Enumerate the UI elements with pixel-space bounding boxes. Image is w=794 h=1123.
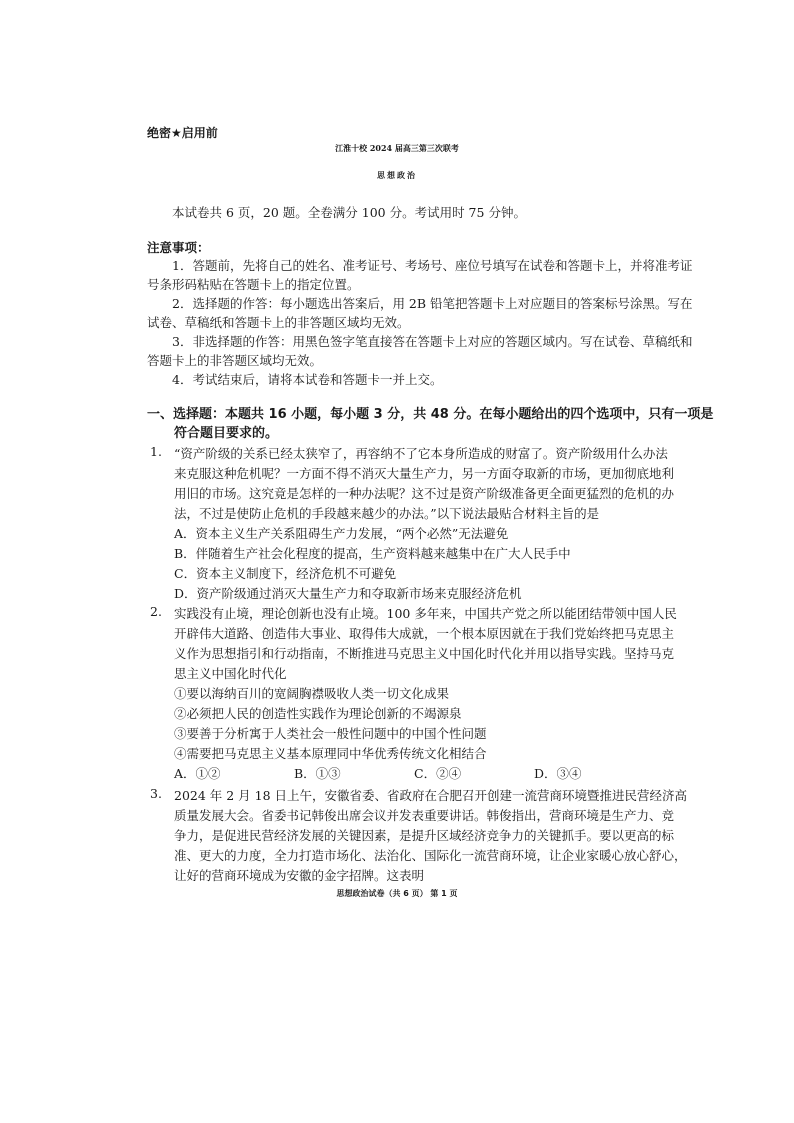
statement-item: ④需要把马克思主义基本原理同中华优秀传统文化相结合 (174, 746, 487, 761)
question-stem-line: 争力，是促进民营经济发展的关键因素，是提升区域经济竞争力的关键抓手。要以更高的标 (174, 828, 675, 843)
question-stem-line: 用旧的市场。这究竟是怎样的一种办法呢？这不过是资产阶级准备更全面更猛烈的危机的办 (174, 486, 675, 501)
statement-item: ③要善于分析寓于人类社会一般性问题中的中国个性问题 (174, 726, 487, 741)
choice-d: D．③④ (534, 766, 582, 781)
question-number: 2. (150, 604, 162, 619)
exam-info: 本试卷共 6 页，20 题。全卷满分 100 分。考试用时 75 分钟。 (172, 205, 526, 220)
note-line: 号条形码粘贴在答题卡上的指定位置。 (147, 277, 360, 292)
section-heading: 一、选择题：本题共 16 小题，每小题 3 分，共 48 分。在每小题给出的四个选项中，只有一项是 (147, 407, 714, 422)
notes-heading: 注意事项： (147, 240, 210, 255)
page-footer: 思想政治试卷（共 6 页） 第 1 页 (336, 889, 458, 898)
question-stem-line: 2024 年 2 月 18 日上午，安徽省委、省政府在合肥召开创建一流营商环境暨推进民营经济高 (174, 788, 688, 803)
question-stem-line: 质量发展大会。省委书记韩俊出席会议并发表重要讲话。韩俊指出，营商环境是生产力、竞 (174, 808, 675, 823)
note-line: 1．答题前，先将自己的姓名、准考证号、考场号、座位号填写在试卷和答题卡上，并将准考证 (172, 258, 693, 273)
question-stem-line: 义作为思想指引和行动指南，不断推进马克思主义中国化时代化并用以指导实践。坚持马克 (174, 646, 675, 661)
section-heading-cont: 符合题目要求的。 (174, 426, 279, 441)
note-line: 2．选择题的作答：每小题选出答案后，用 2B 铅笔把答题卡上对应题目的答案标号涂黑。写在 (172, 296, 693, 311)
option-c: C．资本主义制度下，经济危机不可避免 (174, 566, 397, 581)
question-stem-line: 思主义中国化时代化 (174, 666, 287, 681)
question-stem-line: “资产阶级的关系已经太狭窄了，再容纳不了它本身所造成的财富了。资产阶级用什么办法 (174, 446, 668, 461)
choice-c: C．②④ (414, 766, 462, 781)
option-a: A．资本主义生产关系阻碍生产力发展，“两个必然”无法避免 (174, 526, 509, 541)
note-line: 答题卡上的非答题区域均无效。 (147, 353, 323, 368)
question-number: 1. (150, 444, 162, 459)
option-d: D．资产阶级通过消灭大量生产力和夺取新市场来克服经济危机 (174, 586, 522, 601)
choice-b: B．①③ (294, 766, 341, 781)
note-line: 试卷、草稿纸和答题卡上的非答题区域均无效。 (147, 315, 410, 330)
exam-title: 江淮十校 2024 届高三第三次联考 (335, 143, 459, 153)
question-stem-line: 法，不过是使防止危机的手段越来越少的办法。”以下说法最贴合材料主旨的是 (174, 506, 600, 521)
question-number: 3. (150, 786, 162, 801)
choice-a: A．①② (174, 766, 221, 781)
note-line: 4．考试结束后，请将本试卷和答题卡一并上交。 (172, 372, 443, 387)
statement-item: ①要以海纳百川的宽阔胸襟吸收人类一切文化成果 (174, 686, 450, 701)
subject-title: 思想政治 (377, 171, 417, 180)
question-stem-line: 让好的营商环境成为安徽的金字招牌。这表明 (174, 868, 425, 883)
option-b: B．伴随着生产社会化程度的提高，生产资料越来越集中在广大人民手中 (174, 546, 571, 561)
question-stem-line: 开辟伟大道路、创造伟大事业、取得伟大成就，一个根本原因就在于我们党始终把马克思主 (174, 626, 675, 641)
statement-item: ②必须把人民的创造性实践作为理论创新的不竭源泉 (174, 706, 462, 721)
secret-mark: 绝密★启用前 (147, 126, 218, 140)
question-stem-line: 准、更大的力度，全力打造市场化、法治化、国际化一流营商环境，让企业家暖心放心舒心， (174, 848, 687, 863)
question-stem-line: 来克服这种危机呢？一方面不得不消灭大量生产力，另一方面夺取新的市场，更加彻底地利 (174, 466, 675, 481)
question-stem-line: 实践没有止境，理论创新也没有止境。100 多年来，中国共产党之所以能团结带领中国人民 (174, 606, 677, 621)
note-line: 3．非选择题的作答：用黑色签字笔直接答在答题卡上对应的答题区域内。写在试卷、草稿纸和 (172, 334, 693, 349)
